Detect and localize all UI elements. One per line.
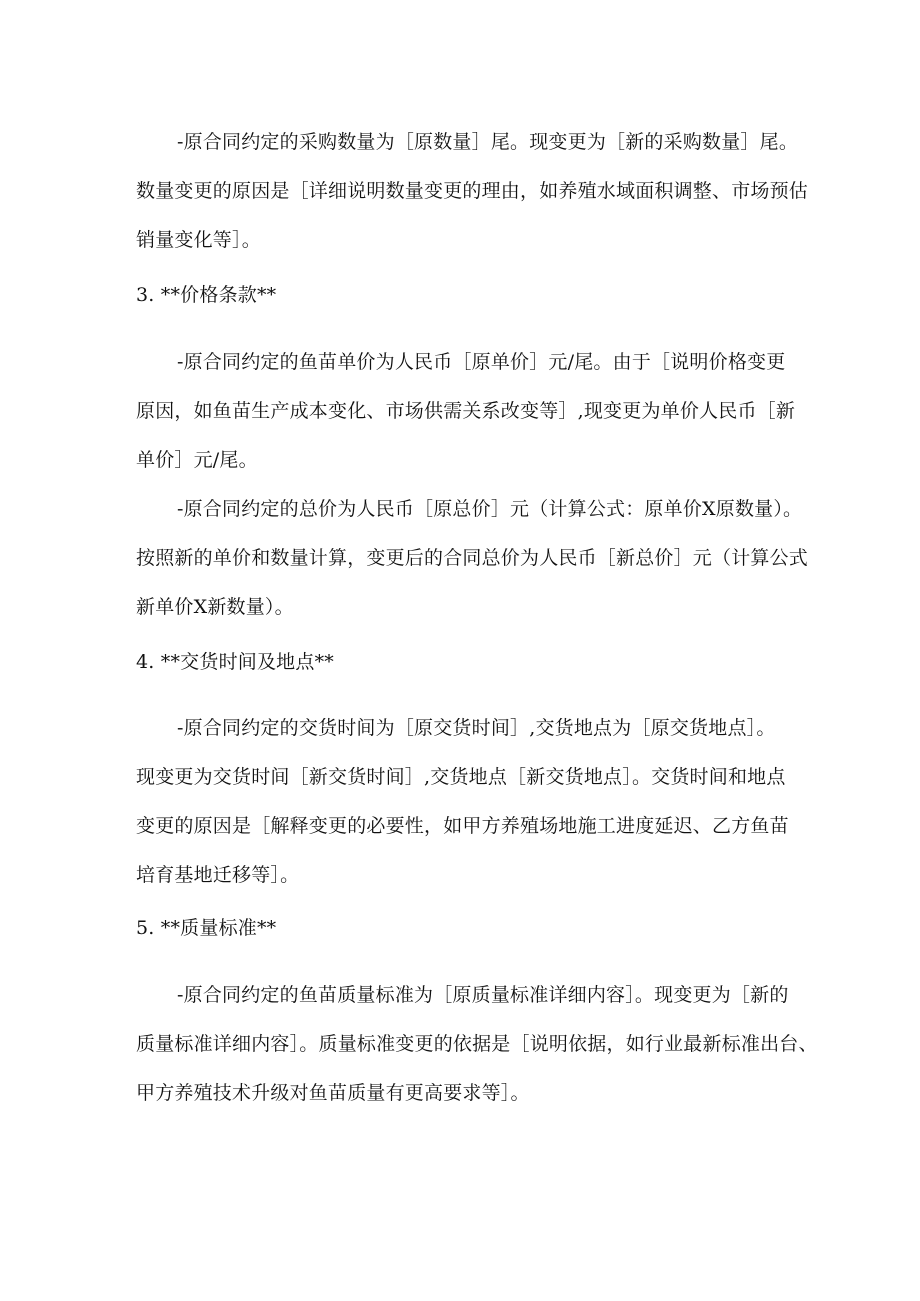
paragraph-line: -原合同约定的鱼苗单价为人民币［原单价］元/尾。由于［说明价格变更 xyxy=(177,351,786,373)
paragraph-line: 培育基地迁移等］。 xyxy=(136,864,300,886)
paragraph-line: 按照新的单价和数量计算，变更后的合同总价为人民币［新总价］元（计算公式 xyxy=(136,547,809,569)
paragraph-line: 现变更为交货时间［新交货时间］,交货地点［新交货地点］。交货时间和地点 xyxy=(136,766,786,788)
paragraph-line: 原因，如鱼苗生产成本变化、市场供需关系改变等］,现变更为单价人民币［新 xyxy=(136,400,796,422)
paragraph-line: 销量变化等］。 xyxy=(136,229,261,251)
section-heading-quality: 5. **质量标准** xyxy=(136,917,277,939)
paragraph-line: 甲方养殖技术升级对鱼苗质量有更高要求等］。 xyxy=(136,1082,530,1104)
paragraph-line: 单价］元/尾。 xyxy=(136,449,258,471)
paragraph-line: 数量变更的原因是［详细说明数量变更的理由，如养殖水域面积调整、市场预估 xyxy=(136,180,809,202)
paragraph-line: 新单价X新数量）。 xyxy=(136,596,294,618)
section-heading-delivery: 4. **交货时间及地点** xyxy=(136,651,334,673)
paragraph-line: 质量标准详细内容］。质量标准变更的依据是［说明依据，如行业最新标准出台、 xyxy=(136,1033,818,1055)
paragraph-line: -原合同约定的交货时间为［原交货时间］,交货地点为［原交货地点］。 xyxy=(177,717,776,739)
paragraph-line: -原合同约定的鱼苗质量标准为［原质量标准详细内容］。现变更为［新的 xyxy=(177,984,789,1006)
paragraph-line: -原合同约定的总价为人民币［原总价］元（计算公式：原单价X原数量）。 xyxy=(177,498,803,520)
section-heading-price: 3. **价格条款** xyxy=(136,284,277,306)
paragraph-line: 变更的原因是［解释变更的必要性，如甲方养殖场地施工进度延迟、乙方鱼苗 xyxy=(136,815,789,837)
paragraph-line: -原合同约定的采购数量为［原数量］尾。现变更为［新的采购数量］尾。 xyxy=(177,131,799,153)
